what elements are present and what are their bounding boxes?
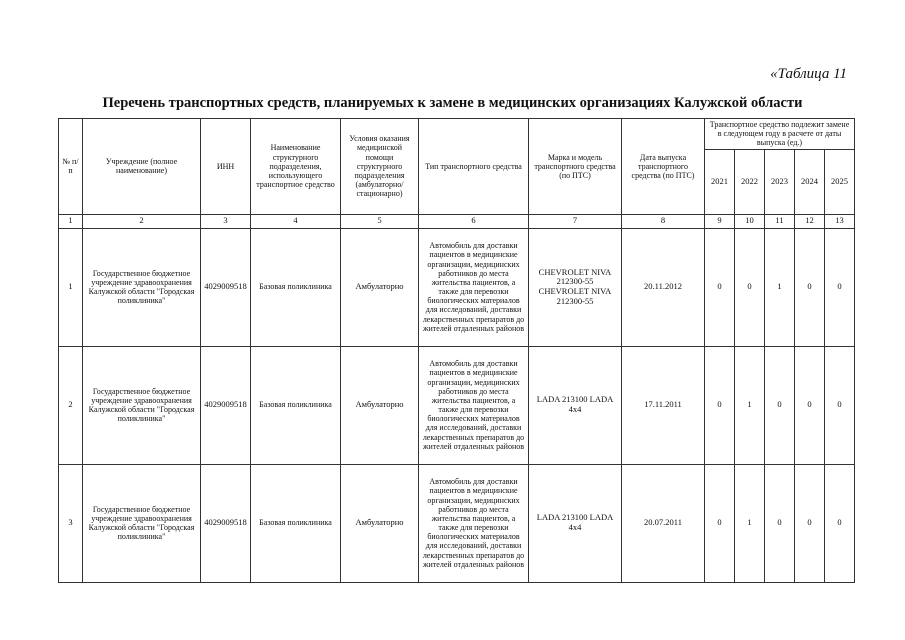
cell-vehicle-type: Автомобиль для доставки пациентов в медицинские организации, медицинских работников до места жительства пациентов, а также для перевозки биологических материалов для исследований, доставки лекарственных препаратов до жителей отдаленных районов (419, 464, 529, 582)
cell-2022: 0 (735, 228, 765, 346)
cell-2021: 0 (705, 346, 735, 464)
cell-conditions: Амбулаторно (341, 228, 419, 346)
column-number: 7 (529, 214, 622, 228)
cell-2024: 0 (795, 228, 825, 346)
cell-inn: 4029009518 (201, 464, 251, 582)
header-year-2022: 2022 (735, 149, 765, 214)
column-number-row (59, 214, 855, 228)
cell-release-date: 20.11.2012 (622, 228, 705, 346)
table-row (59, 346, 855, 464)
header-year-2021: 2021 (705, 149, 735, 214)
header-institution: Учреждение (полное наименование) (83, 119, 201, 215)
cell-2025: 0 (825, 228, 855, 346)
cell-2024: 0 (795, 346, 825, 464)
cell-2023: 1 (765, 228, 795, 346)
column-number: 13 (825, 214, 855, 228)
cell-institution: Государственное бюджетное учреждение здравоохранения Калужской области "Городская поликлиника" (83, 346, 201, 464)
cell-brand: CHEVROLET NIVA 212300-55 CHEVROLET NIVA 212300-55 (529, 228, 622, 346)
cell-2023: 0 (765, 346, 795, 464)
column-number: 6 (419, 214, 529, 228)
header-year-2023: 2023 (765, 149, 795, 214)
cell-division: Базовая поликлиника (251, 346, 341, 464)
cell-inn: 4029009518 (201, 228, 251, 346)
vehicles-table (58, 118, 855, 583)
cell-2025: 0 (825, 464, 855, 582)
cell-brand: LADA 213100 LADA 4x4 (529, 464, 622, 582)
cell-2023: 0 (765, 464, 795, 582)
column-number: 8 (622, 214, 705, 228)
cell-institution: Государственное бюджетное учреждение здравоохранения Калужской области "Городская поликлиника" (83, 464, 201, 582)
header-vehicle-type: Тип транспортного средства (419, 119, 529, 215)
cell-2024: 0 (795, 464, 825, 582)
cell-brand: LADA 213100 LADA 4x4 (529, 346, 622, 464)
header-inn: ИНН (201, 119, 251, 215)
column-number: 12 (795, 214, 825, 228)
cell-num: 1 (59, 228, 83, 346)
column-number: 3 (201, 214, 251, 228)
cell-2022: 1 (735, 464, 765, 582)
cell-conditions: Амбулаторно (341, 464, 419, 582)
cell-num: 2 (59, 346, 83, 464)
cell-inn: 4029009518 (201, 346, 251, 464)
header-num: № п/п (59, 119, 83, 215)
table-row (59, 464, 855, 582)
header-year-2025: 2025 (825, 149, 855, 214)
cell-2021: 0 (705, 464, 735, 582)
cell-release-date: 17.11.2011 (622, 346, 705, 464)
table-number-label: «Таблица 11 (770, 66, 847, 82)
header-conditions: Условия оказания медицинской помощи структурного подразделения (амбулаторно/стационарно) (341, 119, 419, 215)
column-number: 1 (59, 214, 83, 228)
cell-2025: 0 (825, 346, 855, 464)
cell-2021: 0 (705, 228, 735, 346)
cell-institution: Государственное бюджетное учреждение здравоохранения Калужской области "Городская поликлиника" (83, 228, 201, 346)
cell-num: 3 (59, 464, 83, 582)
page-title: Перечень транспортных средств, планируемых к замене в медицинских организациях Калужской области (102, 95, 803, 111)
cell-release-date: 20.07.2011 (622, 464, 705, 582)
column-number: 9 (705, 214, 735, 228)
header-brand: Марка и модель транспортного средства (по ПТС) (529, 119, 622, 215)
header-row (59, 119, 855, 150)
cell-division: Базовая поликлиника (251, 228, 341, 346)
table-row (59, 228, 855, 346)
cell-division: Базовая поликлиника (251, 464, 341, 582)
header-division: Наименование структурного подразделения, использующего транспортное средство (251, 119, 341, 215)
header-year-2024: 2024 (795, 149, 825, 214)
header-replacement-group: Транспортное средство подлежит замене в следующем году в расчете от даты выпуска (ед.) (705, 119, 855, 150)
column-number: 2 (83, 214, 201, 228)
cell-2022: 1 (735, 346, 765, 464)
column-number: 11 (765, 214, 795, 228)
cell-conditions: Амбулаторно (341, 346, 419, 464)
cell-vehicle-type: Автомобиль для доставки пациентов в медицинские организации, медицинских работников до места жительства пациентов, а также для перевозки биологических материалов для исследований, доставки лекарственных препаратов до жителей отдаленных районов (419, 346, 529, 464)
column-number: 4 (251, 214, 341, 228)
cell-vehicle-type: Автомобиль для доставки пациентов в медицинские организации, медицинских работников до места жительства пациентов, а также для перевозки биологических материалов для исследований, доставки лекарственных препаратов до жителей отдаленных районов (419, 228, 529, 346)
header-release-date: Дата выпуска транспортного средства (по ПТС) (622, 119, 705, 215)
column-number: 10 (735, 214, 765, 228)
column-number: 5 (341, 214, 419, 228)
